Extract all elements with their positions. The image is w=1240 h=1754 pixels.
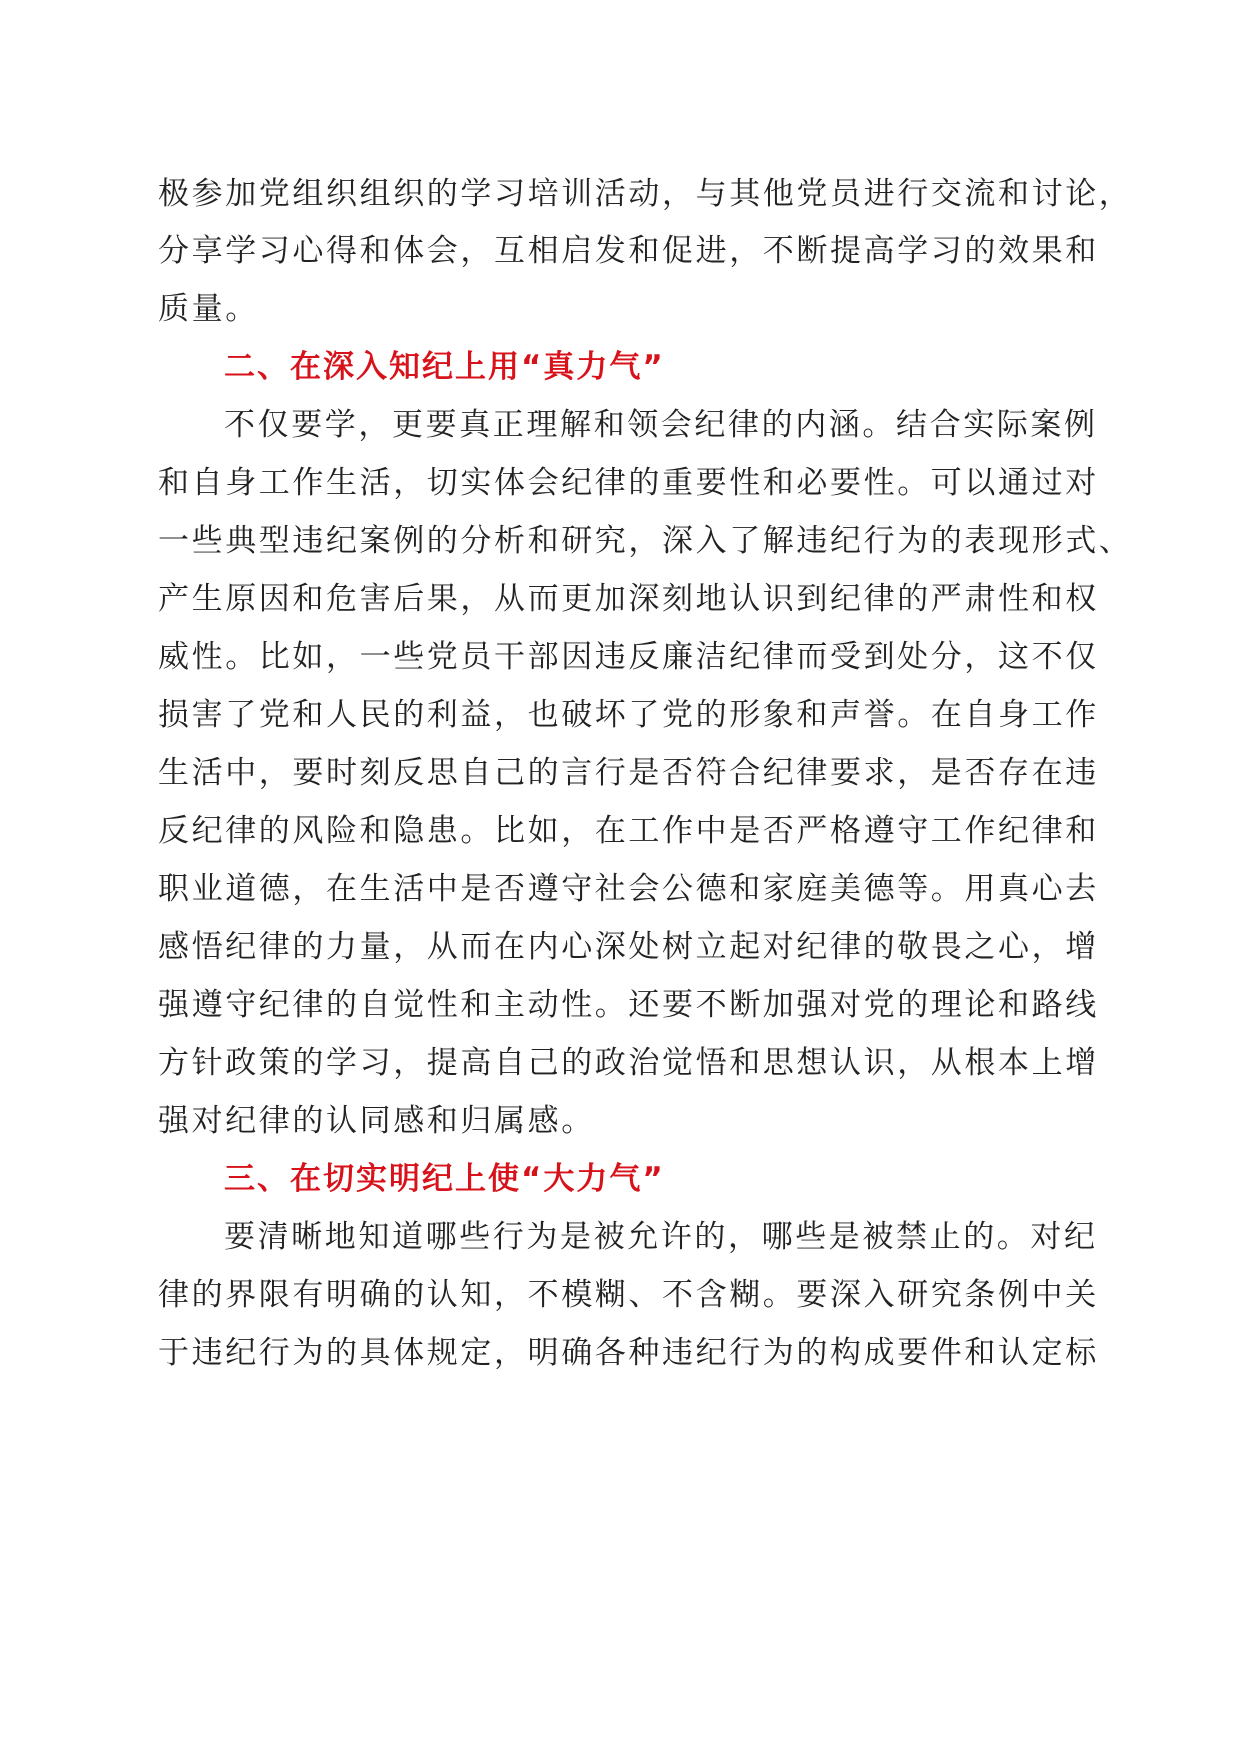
body-text-line: 分享学习心得和体会，互相启发和促进，不断提高学习的效果和 xyxy=(158,233,1099,269)
body-text-line: 和自身工作生活，切实体会纪律的重要性和必要性。可以通过对 xyxy=(158,465,1099,501)
body-text-line: 要清晰地知道哪些行为是被允许的，哪些是被禁止的。对纪 xyxy=(224,1219,1098,1255)
body-text-line: 损害了党和人民的利益，也破坏了党的形象和声誉。在自身工作 xyxy=(158,697,1099,733)
body-text-line: 一些典型违纪案例的分析和研究，深入了解违纪行为的表现形式、 xyxy=(158,523,1133,559)
section-heading-2: 二、在深入知纪上用“真力气” xyxy=(224,349,665,385)
body-text-line: 极参加党组织组织的学习培训活动，与其他党员进行交流和讨论， xyxy=(158,176,1133,212)
body-text-line: 质量。 xyxy=(158,291,259,327)
body-text-line: 强对纪律的认同感和归属感。 xyxy=(158,1103,595,1139)
body-text-line: 强遵守纪律的自觉性和主动性。还要不断加强对党的理论和路线 xyxy=(158,987,1099,1023)
section-heading-3: 三、在切实明纪上使“大力气” xyxy=(224,1161,665,1197)
body-text-line: 职业道德，在生活中是否遵守社会公德和家庭美德等。用真心去 xyxy=(158,871,1099,907)
body-text-line: 律的界限有明确的认知，不模糊、不含糊。要深入研究条例中关 xyxy=(158,1277,1099,1313)
body-text-line: 感悟纪律的力量，从而在内心深处树立起对纪律的敬畏之心，增 xyxy=(158,929,1099,965)
body-text-line: 于违纪行为的具体规定，明确各种违纪行为的构成要件和认定标 xyxy=(158,1335,1099,1371)
body-text-line: 威性。比如，一些党员干部因违反廉洁纪律而受到处分，这不仅 xyxy=(158,639,1099,675)
body-text-line: 反纪律的风险和隐患。比如，在工作中是否严格遵守工作纪律和 xyxy=(158,813,1099,849)
body-text-line: 方针政策的学习，提高自己的政治觉悟和思想认识，从根本上增 xyxy=(158,1045,1099,1081)
body-text-line: 产生原因和危害后果，从而更加深刻地认识到纪律的严肃性和权 xyxy=(158,581,1099,617)
body-text-line: 不仅要学，更要真正理解和领会纪律的内涵。结合实际案例 xyxy=(224,407,1098,443)
body-text-line: 生活中，要时刻反思自己的言行是否符合纪律要求，是否存在违 xyxy=(158,755,1099,791)
